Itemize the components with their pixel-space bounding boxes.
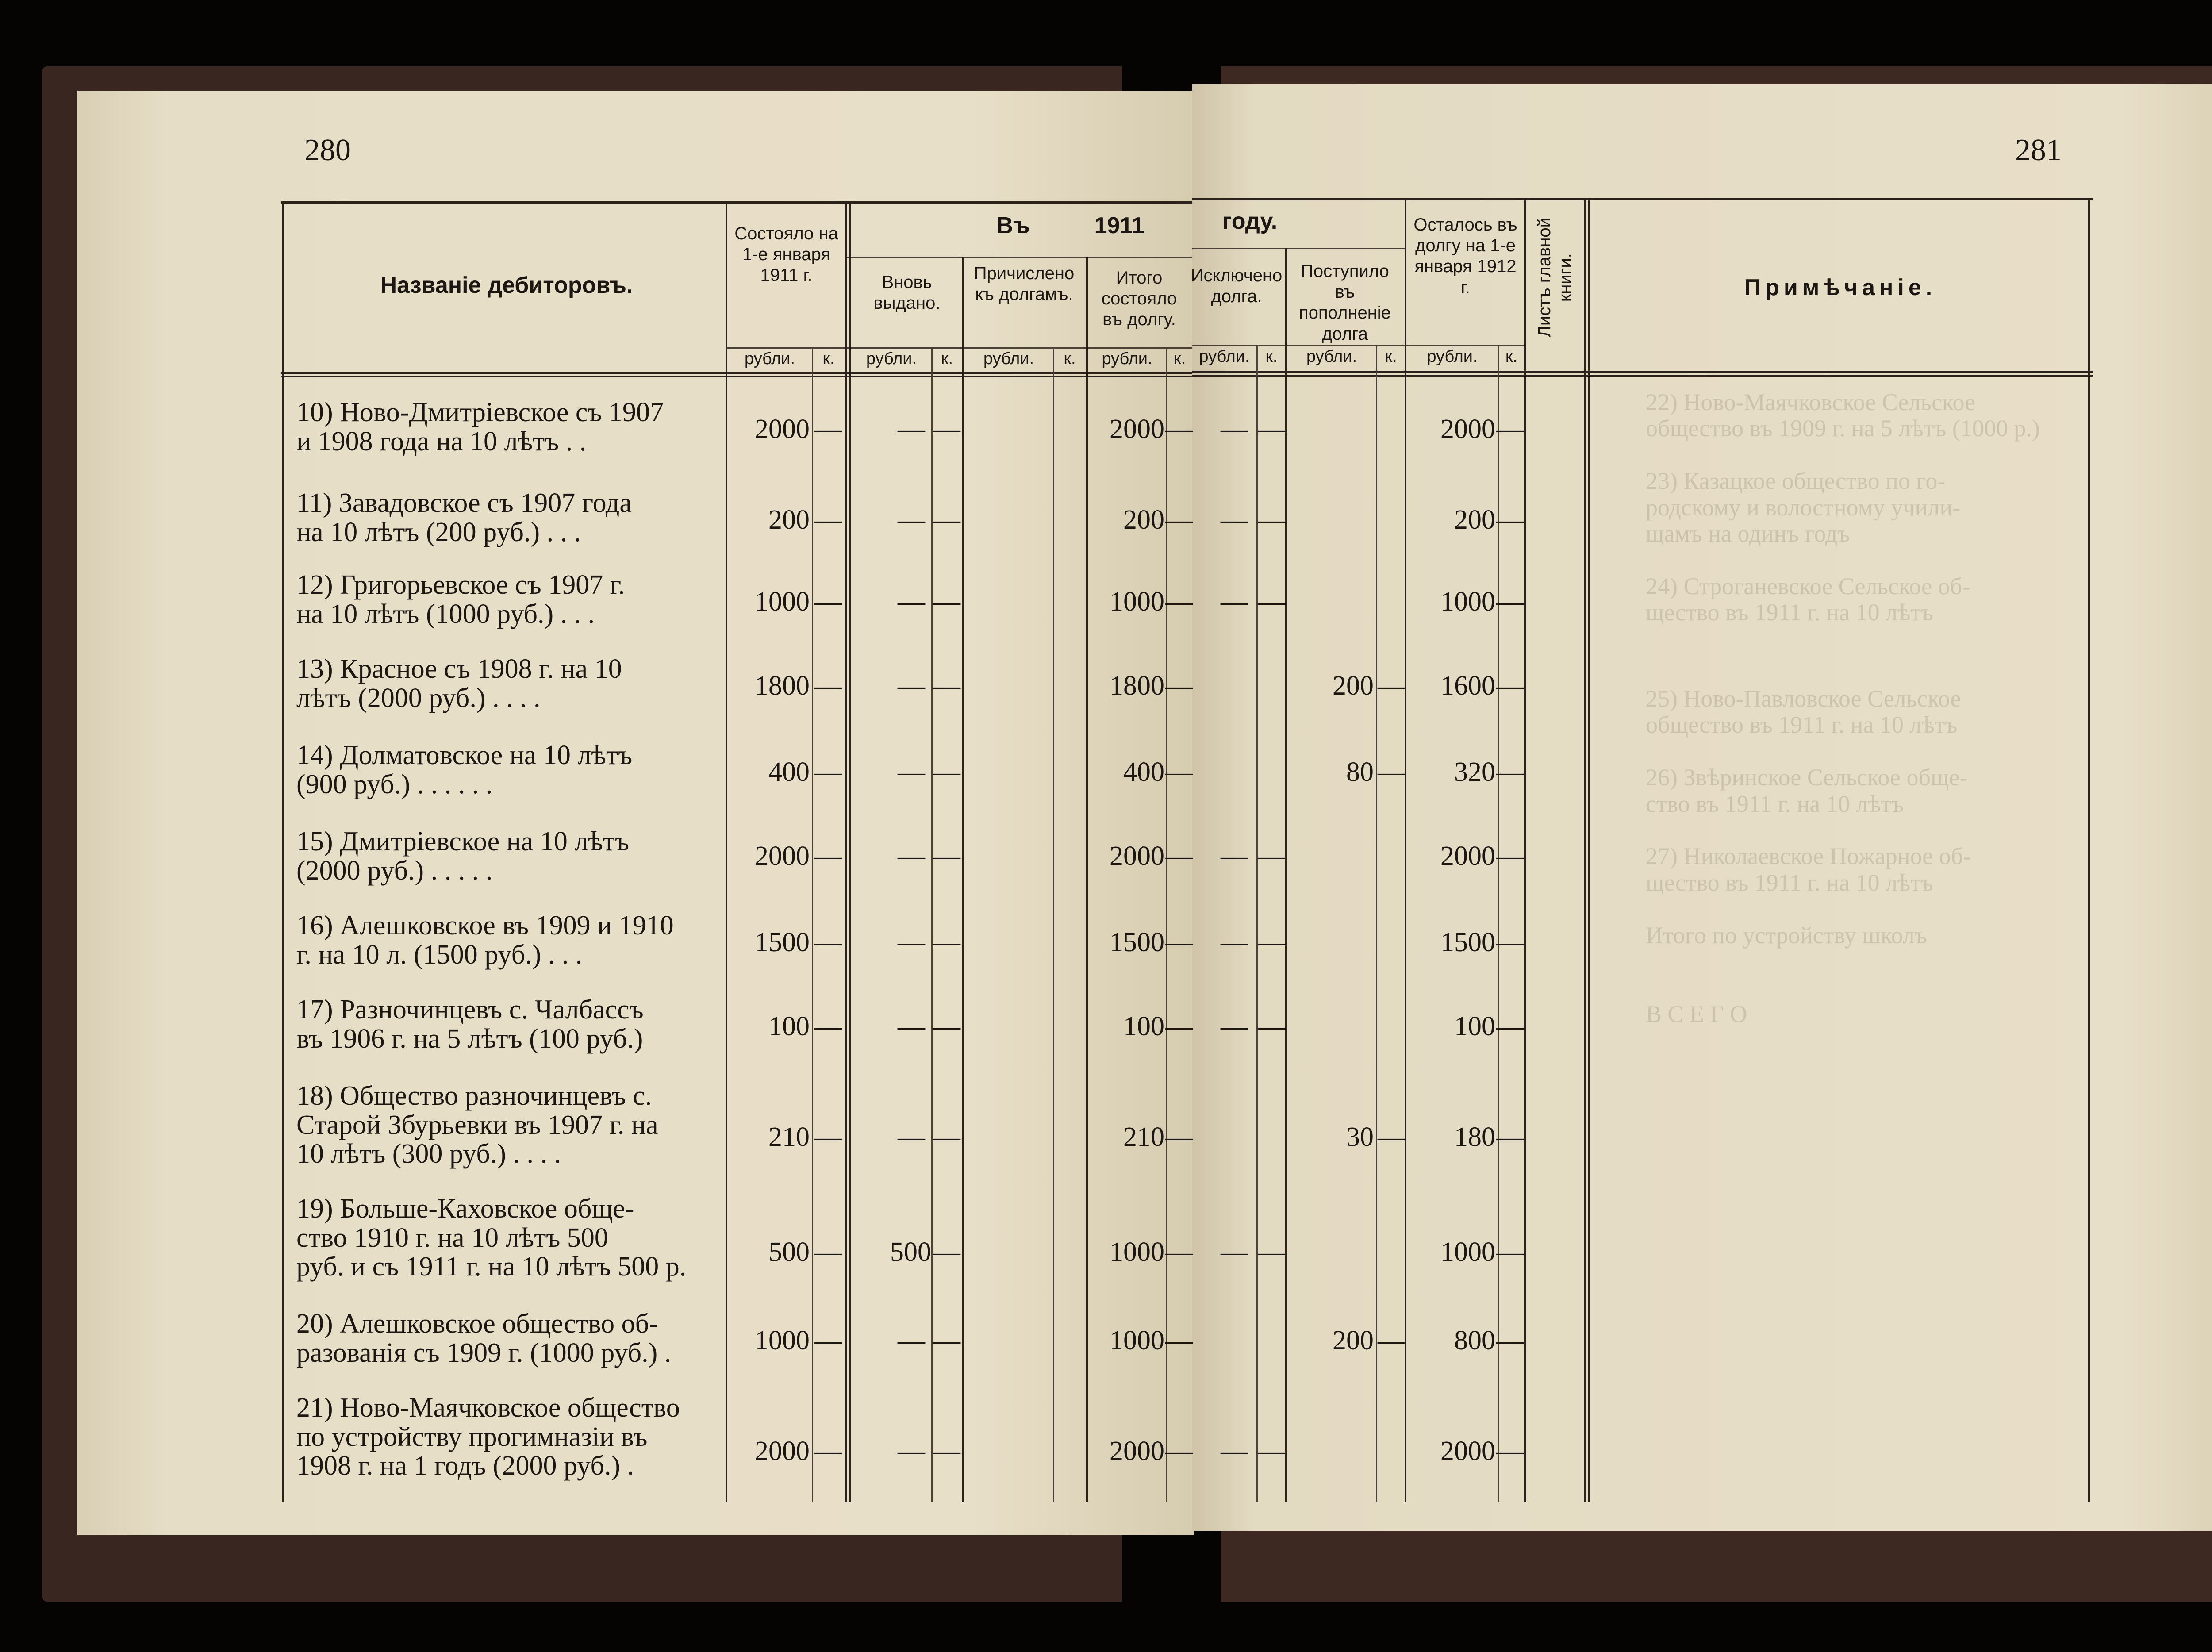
debtor-name-line: 10 лѣтъ (300 руб.) . . . .	[296, 1139, 561, 1169]
remaining-value: 200	[1454, 505, 1495, 535]
excluded-kop-dash: —	[1258, 1237, 1286, 1267]
remaining-value: 2000	[1440, 841, 1495, 871]
excluded-kop-dash: —	[1258, 1011, 1286, 1041]
stood-value: 200	[768, 505, 810, 535]
remaining-value: 1000	[1440, 587, 1495, 617]
debtor-name-line: 18) Общество разночинцевъ с.	[296, 1081, 652, 1111]
total-kop-dash: —	[1165, 1436, 1193, 1466]
total-value: 2000	[1110, 1436, 1164, 1466]
unit-rub: рубли.	[1306, 347, 1357, 366]
total-kop-dash: —	[1165, 414, 1193, 444]
unit-kop: к.	[1385, 347, 1397, 366]
excluded-value: —	[1221, 927, 1248, 957]
unit-kop: к.	[1173, 350, 1186, 368]
remaining-kop-dash: —	[1496, 1436, 1524, 1466]
total-value: 1500	[1110, 927, 1164, 957]
total-kop-dash: —	[1165, 841, 1193, 871]
debtor-name	[296, 1195, 714, 1282]
total-value: 210	[1123, 1122, 1164, 1152]
total-kop-dash: —	[1165, 1122, 1193, 1152]
remaining-value: 2000	[1440, 1436, 1495, 1466]
unit-rub: рубли.	[1427, 347, 1478, 366]
debtor-name-line: 21) Ново-Маячковское общество	[296, 1393, 680, 1423]
issued-kop-dash: —	[933, 927, 960, 957]
debtor-name-line: 11) Завадовское съ 1907 года	[296, 488, 632, 518]
received-value: 30	[1346, 1122, 1374, 1152]
total-kop-dash: —	[1165, 587, 1193, 617]
excluded-value: —	[1221, 1436, 1248, 1466]
debtor-name-line: лѣтъ (2000 руб.) . . . .	[296, 683, 541, 713]
remaining-kop-dash: —	[1496, 1011, 1524, 1041]
issued-kop-dash: —	[933, 505, 960, 535]
remaining-value: 1600	[1440, 671, 1495, 701]
bleed-through-text-2: 25) Ново-Павловское Сельское общество въ 1911 г. на 10 лѣтъ 26) Звѣринское Сельское обще- ство въ 1911 г. на 10 лѣтъ 27) Николаевское Пожарное об- щество въ 1911 г. на 10 лѣтъ Итого по устройству школъ В С Е Г О	[1646, 685, 1971, 1027]
header-year-a: Въ	[996, 213, 1030, 238]
excluded-kop-dash: —	[1258, 505, 1286, 535]
debtor-name-line: 10) Ново-Дмитріевское съ 1907	[296, 397, 664, 427]
remaining-value: 800	[1454, 1325, 1495, 1356]
remaining-kop-dash: —	[1496, 505, 1524, 535]
page-number-right: 281	[2015, 133, 2062, 167]
unit-kop: к.	[1265, 347, 1278, 366]
excluded-value: —	[1221, 587, 1248, 617]
stood-value: 500	[768, 1237, 810, 1267]
debtor-name	[296, 911, 714, 969]
issued-kop-dash: —	[933, 1011, 960, 1041]
header-ledger: Листъ главной книги.	[1534, 218, 1575, 338]
issued-value: —	[898, 1436, 925, 1466]
remaining-value: 1000	[1440, 1237, 1495, 1267]
excluded-kop-dash: —	[1258, 1436, 1286, 1466]
excluded-value: —	[1221, 1237, 1248, 1267]
debtor-name-line: 14) Долматовское на 10 лѣтъ	[296, 740, 633, 770]
received-value: 200	[1333, 671, 1374, 701]
total-kop-dash: —	[1165, 505, 1193, 535]
stood-kop-dash: —	[814, 505, 842, 535]
unit-rub: рубли.	[744, 350, 795, 368]
debtor-name	[296, 741, 714, 799]
debtor-name-line: 16) Алешковское въ 1909 и 1910	[296, 911, 674, 941]
header-note: Примѣчаніе.	[1744, 275, 1937, 300]
debtor-name-line: 1908 г. на 1 годъ (2000 руб.) .	[296, 1451, 634, 1481]
issued-value: —	[898, 505, 925, 535]
header-added: Причислено къ долгамъ.	[974, 264, 1075, 304]
total-kop-dash: —	[1165, 671, 1193, 701]
remaining-kop-dash: —	[1496, 587, 1524, 617]
issued-value: —	[898, 1011, 925, 1041]
total-kop-dash: —	[1165, 1237, 1193, 1267]
received-value: 200	[1333, 1325, 1374, 1356]
debtor-name	[296, 1310, 714, 1368]
received-kop-dash: —	[1378, 1325, 1405, 1356]
stood-kop-dash: —	[814, 1011, 842, 1041]
debtor-name-line: руб. и съ 1911 г. на 10 лѣтъ 500 р.	[296, 1252, 687, 1282]
stood-value: 100	[768, 1011, 810, 1041]
issued-value: —	[898, 841, 925, 871]
debtor-name-line: на 10 лѣтъ (200 руб.) . . .	[296, 517, 581, 547]
issued-value: —	[898, 1122, 925, 1152]
stood-value: 2000	[755, 1436, 810, 1466]
header-year-b: 1911	[1094, 213, 1144, 238]
remaining-value: 180	[1454, 1122, 1495, 1152]
stood-kop-dash: —	[814, 1325, 842, 1356]
stood-value: 400	[768, 757, 810, 787]
total-value: 2000	[1110, 841, 1164, 871]
issued-value: —	[898, 671, 925, 701]
debtor-name-line: 12) Григорьевское съ 1907 г.	[296, 570, 625, 600]
excluded-value: —	[1221, 414, 1248, 444]
bleed-through-text: 22) Ново-Маячковское Сельское общество въ 1909 г. на 5 лѣтъ (1000 р.) 23) Казацкое общество по го- родскому и волостному учили- щамъ на одинъ годъ 24) Строганевское Сельское об- щество въ 1911 г. на 10 лѣтъ	[1646, 389, 2040, 626]
remaining-kop-dash: —	[1496, 841, 1524, 871]
total-value: 2000	[1110, 414, 1164, 444]
debtor-name	[296, 1082, 714, 1169]
issued-value: —	[898, 757, 925, 787]
stood-kop-dash: —	[814, 1237, 842, 1267]
debtor-name-line: въ 1906 г. на 5 лѣтъ (100 руб.)	[296, 1023, 643, 1054]
received-kop-dash: —	[1378, 671, 1405, 701]
debtor-name-line: 17) Разночинцевъ с. Чалбассъ	[296, 995, 644, 1025]
debtor-name-line: 20) Алешковское общество об-	[296, 1309, 658, 1339]
debtor-name-line: г. на 10 л. (1500 руб.) . . .	[296, 939, 583, 970]
unit-kop: к.	[941, 350, 953, 368]
stood-kop-dash: —	[814, 587, 842, 617]
total-value: 200	[1123, 505, 1164, 535]
remaining-kop-dash: —	[1496, 757, 1524, 787]
remaining-value: 100	[1454, 1011, 1495, 1041]
stood-kop-dash: —	[814, 1436, 842, 1466]
header-issued: Вновь выдано.	[873, 273, 941, 313]
header-debtors: Названіе дебиторовъ.	[380, 273, 633, 298]
header-year-c: году.	[1222, 208, 1278, 234]
excluded-value: —	[1221, 1011, 1248, 1041]
issued-kop-dash: —	[933, 1325, 960, 1356]
stood-value: 1800	[755, 671, 810, 701]
total-kop-dash: —	[1165, 757, 1193, 787]
stood-kop-dash: —	[814, 671, 842, 701]
total-value: 100	[1123, 1011, 1164, 1041]
debtor-name	[296, 571, 714, 629]
stood-kop-dash: —	[814, 1122, 842, 1152]
stood-value: 1500	[755, 927, 810, 957]
stood-kop-dash: —	[814, 757, 842, 787]
total-value: 1000	[1110, 587, 1164, 617]
issued-value: —	[898, 414, 925, 444]
debtor-name	[296, 398, 714, 456]
total-value: 1000	[1110, 1325, 1164, 1356]
stood-value: 2000	[755, 841, 810, 871]
debtor-name-line: по устройству прогимназіи въ	[296, 1421, 648, 1452]
debtor-name-line: на 10 лѣтъ (1000 руб.) . . .	[296, 599, 595, 629]
remaining-kop-dash: —	[1496, 671, 1524, 701]
remaining-kop-dash: —	[1496, 1237, 1524, 1267]
unit-kop: к.	[822, 350, 835, 368]
unit-rub: рубли.	[866, 350, 917, 368]
unit-kop: к.	[1064, 350, 1076, 368]
debtor-name-line: разованія съ 1909 г. (1000 руб.) .	[296, 1337, 672, 1368]
unit-rub: рубли.	[1199, 347, 1250, 366]
remaining-value: 1500	[1440, 927, 1495, 957]
debtor-name-line: (900 руб.) . . . . . .	[296, 769, 493, 799]
debtor-name-line: 19) Больше-Каховское обще-	[296, 1194, 634, 1224]
stood-kop-dash: —	[814, 414, 842, 444]
issued-kop-dash: —	[933, 671, 960, 701]
remaining-kop-dash: —	[1496, 1122, 1524, 1152]
debtor-name-line: 15) Дмитріевское на 10 лѣтъ	[296, 826, 630, 857]
unit-rub: рубли.	[1102, 350, 1152, 368]
total-kop-dash: —	[1165, 1325, 1193, 1356]
debtor-name	[296, 827, 714, 885]
header-excluded: Исключено долга.	[1190, 266, 1283, 307]
remaining-kop-dash: —	[1496, 414, 1524, 444]
issued-kop-dash: —	[933, 757, 960, 787]
issued-value: —	[898, 587, 925, 617]
stood-value: 1000	[755, 587, 810, 617]
stood-value: 210	[768, 1122, 810, 1152]
remaining-value: 320	[1454, 757, 1495, 787]
debtor-name-line: 13) Красное съ 1908 г. на 10	[296, 654, 622, 684]
total-value: 1800	[1110, 671, 1164, 701]
debtor-name	[296, 489, 714, 547]
issued-value: —	[898, 927, 925, 957]
issued-kop-dash: —	[933, 1436, 960, 1466]
received-kop-dash: —	[1378, 757, 1405, 787]
issued-value: —	[898, 1325, 925, 1356]
total-value: 1000	[1110, 1237, 1164, 1267]
issued-kop-dash: —	[933, 1122, 960, 1152]
issued-kop-dash: —	[933, 841, 960, 871]
received-value: 80	[1346, 757, 1374, 787]
header-received: Поступило въ пополненіе долга	[1299, 261, 1391, 344]
debtor-name-line: (2000 руб.) . . . . .	[296, 855, 493, 886]
issued-kop-dash: —	[933, 1237, 960, 1267]
header-total: Итого состояло въ долгу.	[1101, 268, 1177, 330]
remaining-kop-dash: —	[1496, 1325, 1524, 1356]
excluded-kop-dash: —	[1258, 841, 1286, 871]
total-kop-dash: —	[1165, 1011, 1193, 1041]
excluded-value: —	[1221, 841, 1248, 871]
excluded-kop-dash: —	[1258, 414, 1286, 444]
stood-value: 1000	[755, 1325, 810, 1356]
remaining-kop-dash: —	[1496, 927, 1524, 957]
debtor-name-line: и 1908 года на 10 лѣтъ . .	[296, 426, 587, 457]
excluded-kop-dash: —	[1258, 927, 1286, 957]
debtor-name	[296, 995, 714, 1053]
header-stood: Состояло на 1-е января 1911 г.	[734, 224, 838, 285]
received-kop-dash: —	[1378, 1122, 1405, 1152]
debtor-name-line: ство 1910 г. на 10 лѣтъ 500	[296, 1222, 608, 1253]
issued-kop-dash: —	[933, 414, 960, 444]
excluded-kop-dash: —	[1258, 587, 1286, 617]
excluded-value: —	[1221, 505, 1248, 535]
header-remaining: Осталось въ долгу на 1-е января 1912 г.	[1413, 215, 1517, 297]
stood-kop-dash: —	[814, 841, 842, 871]
unit-rub: рубли.	[983, 350, 1034, 368]
debtor-name-line: Старой Збурьевки въ 1907 г. на	[296, 1110, 658, 1140]
debtor-name	[296, 655, 714, 713]
remaining-value: 2000	[1440, 414, 1495, 444]
page-number-left: 280	[304, 133, 351, 167]
stood-kop-dash: —	[814, 927, 842, 957]
debtor-name	[296, 1394, 714, 1481]
issued-value: 500	[890, 1237, 931, 1267]
total-value: 400	[1123, 757, 1164, 787]
unit-kop: к.	[1505, 347, 1518, 366]
issued-kop-dash: —	[933, 587, 960, 617]
stood-value: 2000	[755, 414, 810, 444]
total-kop-dash: —	[1165, 927, 1193, 957]
